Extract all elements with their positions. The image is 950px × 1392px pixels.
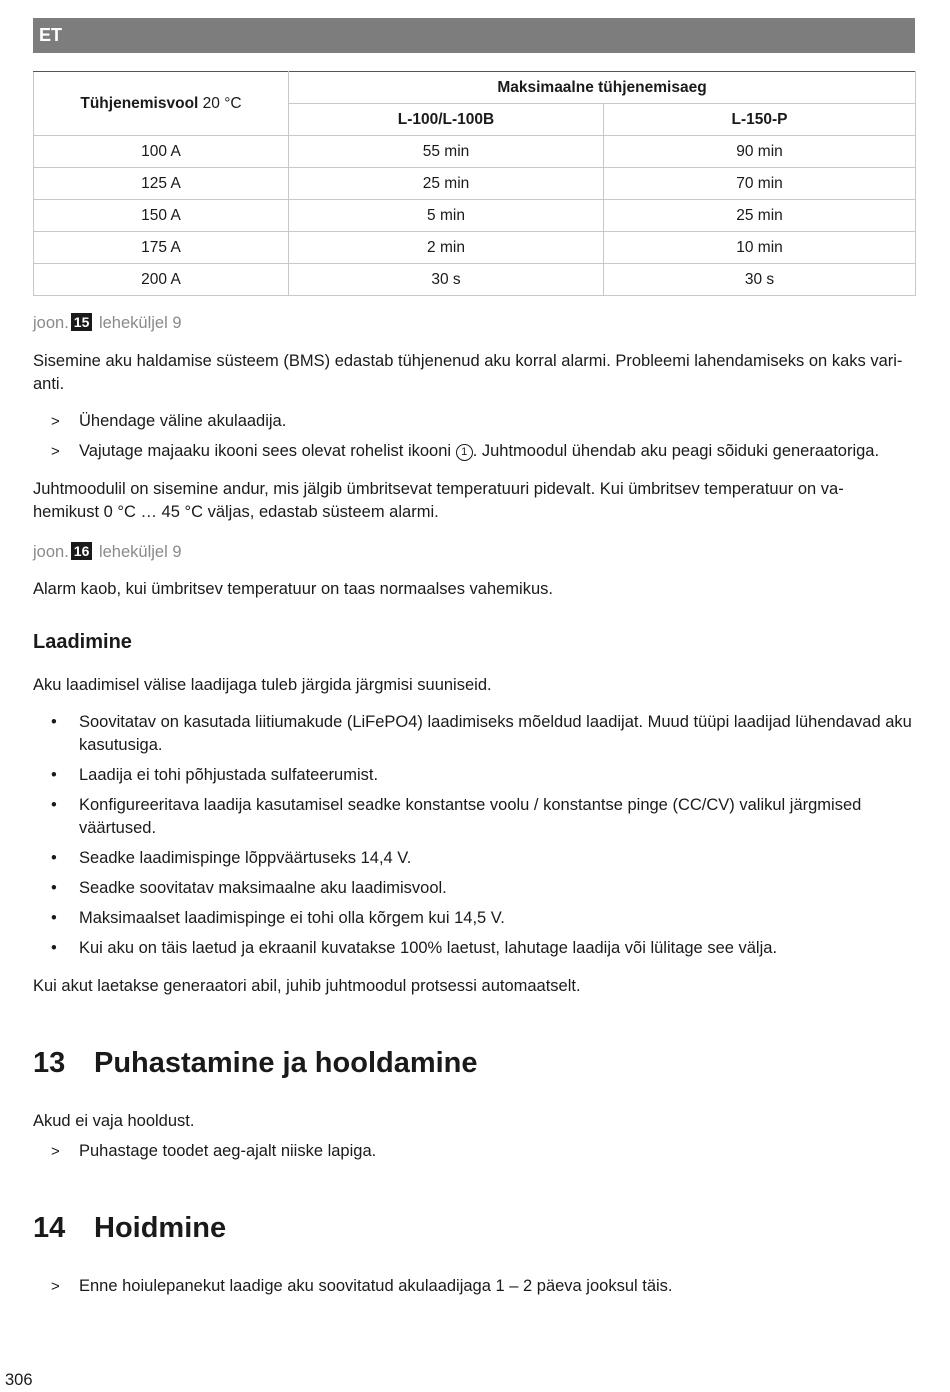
bullet-icon: • — [51, 939, 57, 957]
section-number: 13 — [33, 1047, 66, 1079]
step-arrow-icon: > — [51, 443, 60, 460]
bullet-icon: • — [51, 766, 57, 784]
table-cell: 25 min — [604, 200, 916, 232]
table-cell: 70 min — [604, 168, 916, 200]
table-row — [34, 264, 916, 296]
list-item: > Vajutage majaaku ikooni sees olevat rohelist ikooni 1 . Juhtmoodul ühendab aku peagi sõiduki generaatoriga. — [33, 440, 913, 463]
table-subheader-l100: L-100/L-100B — [289, 104, 604, 136]
table-subheader-l150: L-150-P — [604, 104, 916, 136]
charging-outro: Kui akut laetakse generaatori abil, juhib juhtmoodul protsessi automaatselt. — [33, 977, 581, 995]
figure-reference-15: joon. 15 leheküljel 9 — [33, 314, 182, 332]
table-cell: 175 A — [34, 232, 289, 264]
list-item: > Puhastage toodet aeg-ajalt niiske lapiga. — [33, 1140, 913, 1163]
list-item: • Seadke laadimispinge lõppväärtuseks 14,4 V. — [33, 847, 913, 870]
figure-reference-16: joon. 16 leheküljel 9 — [33, 543, 182, 561]
step-arrow-icon: > — [51, 413, 60, 430]
maintenance-text: Akud ei vaja hooldust. — [33, 1112, 195, 1130]
discharge-steps-list — [33, 410, 913, 463]
table-header-max-time: Maksimaalne tühjenemisaeg — [289, 72, 916, 104]
list-item: • Laadija ei tohi põhjustada sulfateerumist. — [33, 764, 913, 787]
table-cell: 10 min — [604, 232, 916, 264]
figure-number-badge: 15 — [71, 313, 93, 331]
table-cell: 125 A — [34, 168, 289, 200]
table-cell: 25 min — [289, 168, 604, 200]
table-cell: 30 s — [289, 264, 604, 296]
section-heading-14 — [33, 1212, 226, 1245]
list-item: • Maksimaalset laadimispinge ei tohi olla kõrgem kui 14,5 V. — [33, 907, 913, 930]
table-header-current: Tühjenemisvool 20 °C — [34, 72, 289, 136]
figure-number-badge: 16 — [71, 542, 93, 560]
storage-steps-list — [33, 1275, 913, 1298]
language-code: ET — [39, 25, 63, 45]
section-title: Hoidmine — [94, 1212, 227, 1244]
bullet-icon: • — [51, 713, 57, 731]
cleaning-steps-list — [33, 1140, 913, 1163]
list-item: > Enne hoiulepanekut laadige aku soovitatud akulaadijaga 1 – 2 päeva jooksul täis. — [33, 1275, 913, 1298]
charging-guidelines-list — [33, 711, 913, 960]
section-heading-13 — [33, 1047, 478, 1080]
table-row — [34, 200, 916, 232]
step-arrow-icon: > — [51, 1278, 60, 1295]
circled-number-icon: 1 — [456, 444, 473, 461]
table-cell: 55 min — [289, 136, 604, 168]
list-item: • Konfigureeritava laadija kasutamisel seadke konstantse voolu / konstantse pinge (CC/CV) valikul järgmised väärtused. — [51, 796, 862, 837]
table-cell: 2 min — [289, 232, 604, 264]
table-row — [34, 232, 916, 264]
table-cell: 90 min — [604, 136, 916, 168]
step-arrow-icon: > — [51, 1143, 60, 1160]
list-item: > Ühendage väline akulaadija. — [33, 410, 913, 433]
discharge-time-table — [33, 71, 916, 296]
table-row — [34, 168, 916, 200]
list-item: • Soovitatav on kasutada liitiumakude (LiFePO4) laadimiseks mõeldud laadijat. Muud tüüpi laadijad lühendavad aku kasutusiga. — [51, 713, 912, 754]
table-cell: 150 A — [34, 200, 289, 232]
temperature-sensor-paragraph: Juhtmoodulil on sisemine andur, mis jälgib ümbritsevat temperatuuri pidevalt. Kui ümbritsev temperatuur on va- hemikust 0 °C … 45 °C väljas, edastab süsteem alarmi. — [33, 480, 844, 521]
section-title-laadimine: Laadimine — [33, 631, 132, 653]
bullet-icon: • — [51, 796, 57, 814]
bullet-icon: • — [51, 849, 57, 867]
table-cell: 5 min — [289, 200, 604, 232]
list-item: • Seadke soovitatav maksimaalne aku laadimisvool. — [33, 877, 913, 900]
page-number: 306 — [5, 1371, 33, 1389]
list-item: • Kui aku on täis laetud ja ekraanil kuvatakse 100% laetust, lahutage laadija või lülitage see välja. — [33, 937, 913, 960]
table-cell: 100 A — [34, 136, 289, 168]
table-row — [34, 136, 916, 168]
section-title: Puhastamine ja hooldamine — [94, 1047, 478, 1079]
alarm-clear-paragraph: Alarm kaob, kui ümbritsev temperatuur on taas normaalses vahemikus. — [33, 580, 553, 598]
table-cell: 200 A — [34, 264, 289, 296]
bullet-icon: • — [51, 879, 57, 897]
charging-intro: Aku laadimisel välise laadijaga tuleb järgida järgmisi suuniseid. — [33, 676, 492, 694]
table-cell: 30 s — [604, 264, 916, 296]
language-header-bar — [33, 18, 915, 53]
bms-alarm-paragraph: Sisemine aku haldamise süsteem (BMS) edastab tühjenenud aku korral alarmi. Probleemi lahendamiseks on kaks vari- anti. — [33, 352, 903, 393]
section-number: 14 — [33, 1212, 66, 1244]
bullet-icon: • — [51, 909, 57, 927]
